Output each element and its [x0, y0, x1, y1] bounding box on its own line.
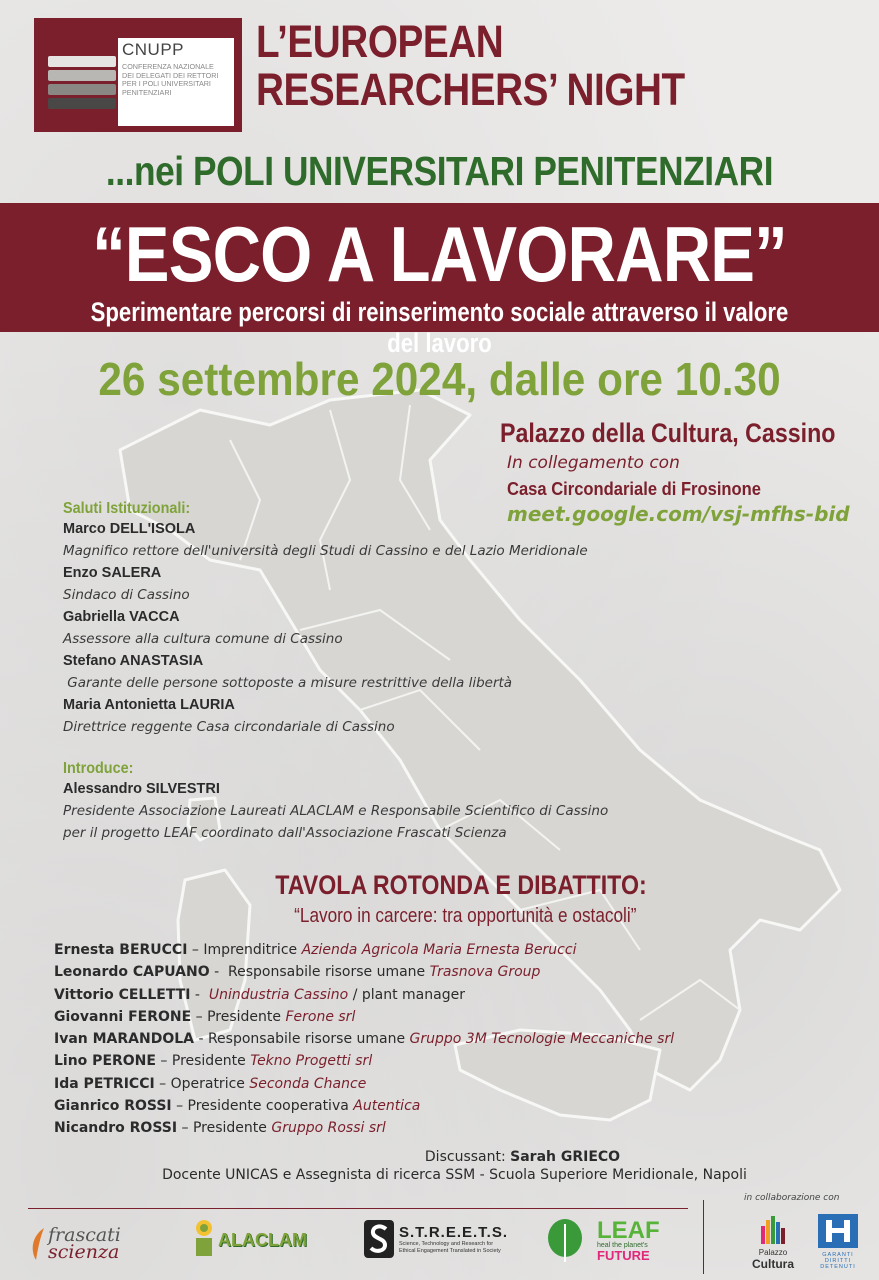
banner-title: “ESCO A LAVORARE”	[92, 210, 787, 298]
speaker-name: Alessandro SILVESTRI	[63, 781, 220, 797]
link-label: In collegamento con	[507, 453, 680, 473]
remote-venue: Casa Circondariale di Frosinone	[507, 479, 761, 499]
list-item	[63, 694, 588, 738]
frascati-leaf-icon	[26, 1226, 48, 1262]
saluti-section	[63, 500, 588, 738]
list-item: Nicandro ROSSI – Presidente Gruppo Rossi srl	[54, 1120, 386, 1137]
footer-divider	[28, 1208, 688, 1209]
streets-logo: S.T.R.E.E.T.S. Science, Technology and Research for Ethical Engagement Translated in Society	[364, 1220, 508, 1258]
speaker-role: Magnifico rettore dell'università degli Studi di Cassino e del Lazio Meridionale	[63, 543, 588, 559]
logo-title: CNUPP	[122, 40, 185, 59]
list-item: Ivan MARANDOLA - Responsabile risorse umane Gruppo 3M Tecnologie Meccaniche srl	[54, 1031, 675, 1048]
speaker-role: Direttrice reggente Casa circondariale di Cassino	[63, 719, 395, 735]
discussant-name: Sarah GRIECO	[510, 1149, 621, 1165]
discussant-role: Docente UNICAS e Assegnista di ricerca SSM - Scuola Superiore Meridionale, Napoli	[162, 1167, 747, 1183]
introduce-section	[63, 760, 608, 844]
speaker-role: Assessore alla cultura comune di Cassino	[63, 631, 343, 647]
collab-label: in collaborazione con	[744, 1193, 840, 1203]
list-item: Ernesta BERUCCI – Imprenditrice Azienda Agricola Maria Ernesta Berucci	[54, 942, 577, 958]
frascati-scienza-logo: frascati scienza	[26, 1226, 121, 1262]
event-title: L’EUROPEAN RESEARCHERS’ NIGHT	[256, 16, 685, 115]
tavola-subtitle: “Lavoro in carcere: tra opportunità e ostacoli”	[294, 905, 637, 927]
streets-s-icon	[364, 1220, 394, 1258]
alaclam-logo: ALACLAM	[190, 1218, 307, 1262]
speaker-role: Presidente Associazione Laureati ALACLAM e Responsabile Scientifico di Cassino	[63, 803, 609, 819]
list-item	[63, 562, 588, 606]
speaker-name: Maria Antonietta LAURIA	[63, 697, 235, 713]
list-item	[63, 606, 588, 650]
list-item: Giovanni FERONE – Presidente Ferone srl	[54, 1008, 356, 1025]
panelist-list	[54, 939, 674, 1140]
speaker-name: Marco DELL'ISOLA	[63, 521, 196, 537]
cnupp-logo	[34, 18, 242, 132]
speaker-name: Stefano ANASTASIA	[63, 653, 204, 669]
leaf-logo: LEAF heal the planet's FUTURE	[545, 1218, 660, 1264]
garanti-emblem-icon	[818, 1214, 858, 1248]
logo-subtitle: CONFERENZA NAZIONALE DEI DELEGATI DEI RETTORI PER I POLI UNIVERSITARI PENITENZIARI	[122, 62, 219, 97]
title-banner	[0, 203, 879, 358]
event-date: 26 settembre 2024, dalle ore 10.30	[98, 353, 781, 405]
list-item	[63, 518, 588, 562]
list-item	[63, 650, 588, 694]
speaker-role: Sindaco di Cassino	[63, 587, 190, 603]
speaker-role: Garante delle persone sottoposte a misure restrittive della libertà	[63, 675, 513, 691]
introduce-heading: Introduce:	[63, 760, 134, 777]
speaker-name: Enzo SALERA	[63, 565, 162, 581]
logo-bars-icon	[42, 38, 118, 126]
list-item: Ida PETRICCI – Operatrice Seconda Chance	[54, 1075, 367, 1092]
discussant	[0, 1146, 879, 1168]
alaclam-tree-icon	[190, 1218, 218, 1262]
speaker-role: per il progetto LEAF coordinato dall'Associazione Frascati Scienza	[63, 825, 507, 841]
venue-name: Palazzo della Cultura, Cassino	[500, 418, 836, 448]
footer-vertical-divider	[703, 1200, 704, 1274]
leaf-icon	[545, 1218, 585, 1264]
meet-link[interactable]: meet.google.com/vsj-mfhs-bid	[507, 502, 850, 526]
discussant-label: Discussant:	[424, 1149, 511, 1165]
palazzo-cultura-logo: Palazzo Cultura	[748, 1216, 798, 1271]
speaker-name: Gabriella VACCA	[63, 609, 180, 625]
saluti-heading: Saluti Istituzionali:	[63, 500, 191, 517]
list-item: Leonardo CAPUANO - Responsabile risorse umane Trasnova Group	[54, 964, 541, 981]
tavola-title: TAVOLA ROTONDA E DIBATTITO:	[275, 870, 647, 900]
list-item: Gianrico ROSSI – Presidente cooperativa Autentica	[54, 1098, 421, 1115]
banner-subtitle: Sperimentare percorsi di reinserimento sociale attraverso il valore del lavoro	[90, 297, 789, 358]
garanti-logo: GARANTI DIRITTI DETENUTI	[815, 1214, 861, 1270]
list-item: Vittorio CELLETTI - Unindustria Cassino / plant manager	[54, 986, 465, 1003]
list-item: Lino PERONE – Presidente Tekno Progetti srl	[54, 1053, 373, 1070]
event-subtitle: ...nei POLI UNIVERSITARI PENITENZIARI	[105, 148, 774, 194]
palazzo-bars-icon	[761, 1216, 785, 1244]
